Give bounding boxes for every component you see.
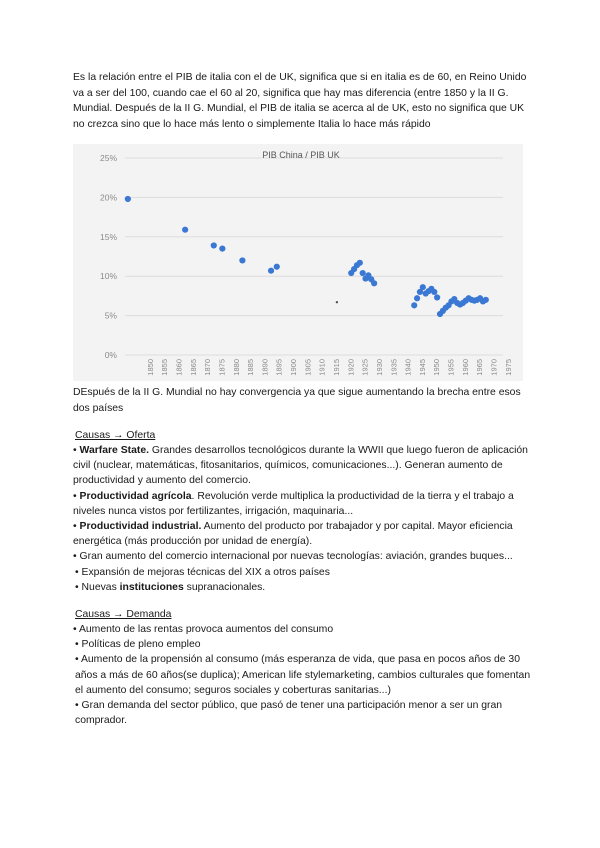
y-tick-label: 10% (99, 271, 117, 282)
list-item: • Gran demanda del sector público, que pasó de tener una participación menor a ser un gran comprador. (75, 700, 503, 727)
x-tick-label: 1945 (417, 359, 427, 376)
data-point (336, 301, 338, 303)
list-item: • Políticas de pleno empleo (75, 639, 201, 651)
x-tick-label: 1960 (460, 359, 470, 376)
x-tick-label: 1975 (503, 359, 513, 376)
list-item: • Aumento de la propensión al consumo (más esperanza de vida, que pasa en pocos años de 30 años a más de 60 años(se duplica); American life stylemarketing, cambios culturales que fomentan el aumento del consumo; seguros sociales y coberturas sanitarias...) (75, 654, 531, 696)
data-point (483, 297, 489, 303)
data-point (411, 302, 417, 308)
data-point (360, 270, 366, 276)
data-point (371, 280, 377, 286)
x-tick-label: 1875 (217, 359, 227, 376)
demanda-heading: Causas → Demanda (75, 609, 172, 621)
x-tick-label: 1850 (145, 359, 155, 376)
y-tick-label: 20% (99, 192, 117, 203)
x-tick-label: 1920 (346, 359, 356, 376)
x-tick-label: 1970 (489, 359, 499, 376)
data-point (274, 264, 280, 270)
x-tick-label: 1900 (289, 359, 299, 376)
oferta-heading: Causas → Oferta (75, 430, 156, 441)
demanda-list (73, 622, 533, 728)
x-tick-label: 1950 (432, 359, 442, 376)
x-tick-label: 1885 (246, 359, 256, 376)
x-tick-label: 1940 (403, 359, 413, 376)
y-tick-label: 15% (99, 231, 117, 242)
data-point (211, 242, 217, 248)
list-item: • Gran aumento del comercio internacional por nuevas tecnologías: aviación, grandes buques... (73, 551, 513, 563)
list-item: • Productividad industrial. Aumento del producto por trabajador y por capital. Mayor eficiencia energética (más producción por unidad de energía). (73, 521, 513, 548)
data-point (357, 260, 363, 266)
data-point (219, 246, 225, 252)
y-tick-label: 25% (99, 153, 117, 163)
data-point (182, 227, 188, 233)
after-chart-paragraph: DEspués de la II G. Mundial no hay convergencia ya que sigue aumentando la brecha entre esos dos países (73, 387, 521, 414)
data-point (268, 268, 274, 274)
list-item: • Aumento de las rentas provoca aumentos del consumo (73, 624, 334, 636)
oferta-list (73, 443, 533, 595)
x-tick-label: 1880 (231, 359, 241, 376)
x-tick-label: 1870 (203, 359, 213, 376)
list-item: • Expansión de mejoras técnicas del XIX a otros países (75, 566, 330, 578)
chart-title: PIB China / PIB UK (262, 150, 340, 160)
data-point (414, 295, 420, 301)
intro-paragraph: Es la relación entre el PIB de italia con el de UK, significa que si en italia es de 60, en Reino Unido va a ser del 100, cuando cae el 60 al 20, significa que hay mas diferencia (entre 1850 y la II G. Mundial. Después de la II G. Mundial, el PIB de italia se acerca al de UK, esto no significa que UK no crezca sino que lo hace más lento o simplemente Italia lo hace más rápido (73, 72, 527, 130)
x-tick-label: 1935 (389, 359, 399, 376)
x-tick-label: 1965 (475, 359, 485, 376)
x-tick-label: 1890 (260, 359, 270, 376)
y-tick-label: 5% (104, 310, 117, 321)
data-point (431, 289, 437, 295)
x-tick-label: 1860 (174, 359, 184, 376)
data-point (434, 294, 440, 300)
x-tick-label: 1930 (374, 359, 384, 376)
x-tick-label: 1855 (160, 359, 170, 376)
data-point (420, 284, 426, 290)
x-tick-label: 1915 (332, 359, 341, 376)
x-tick-label: 1895 (274, 359, 284, 376)
x-tick-label: 1905 (303, 359, 313, 376)
chart-svg (73, 144, 523, 381)
x-tick-label: 1910 (317, 359, 327, 376)
y-tick-label: 0% (104, 350, 117, 360)
list-item: • Warfare State. Grandes desarrollos tecnológicos durante la WWII que luego fueron de aplicación civil (nuclear, matemáticas, fitosanitarios, químicos, comunicaciones...). Generan aumento de productividad y aumento del comercio. (73, 445, 528, 487)
data-point (125, 196, 131, 202)
x-tick-label: 1955 (446, 359, 456, 376)
gdp-ratio-chart (73, 144, 523, 381)
document-page (73, 70, 533, 728)
x-tick-label: 1865 (188, 359, 198, 376)
list-item: • Productividad agrícola. Revolución verde multiplica la productividad de la tierra y el trabajo a niveles nunca vistos por fertilizantes, irrigación, maquinaria... (73, 490, 514, 517)
data-point (239, 257, 245, 263)
list-item: • Nuevas instituciones supranacionales. (75, 581, 266, 593)
x-tick-label: 1925 (360, 359, 370, 376)
